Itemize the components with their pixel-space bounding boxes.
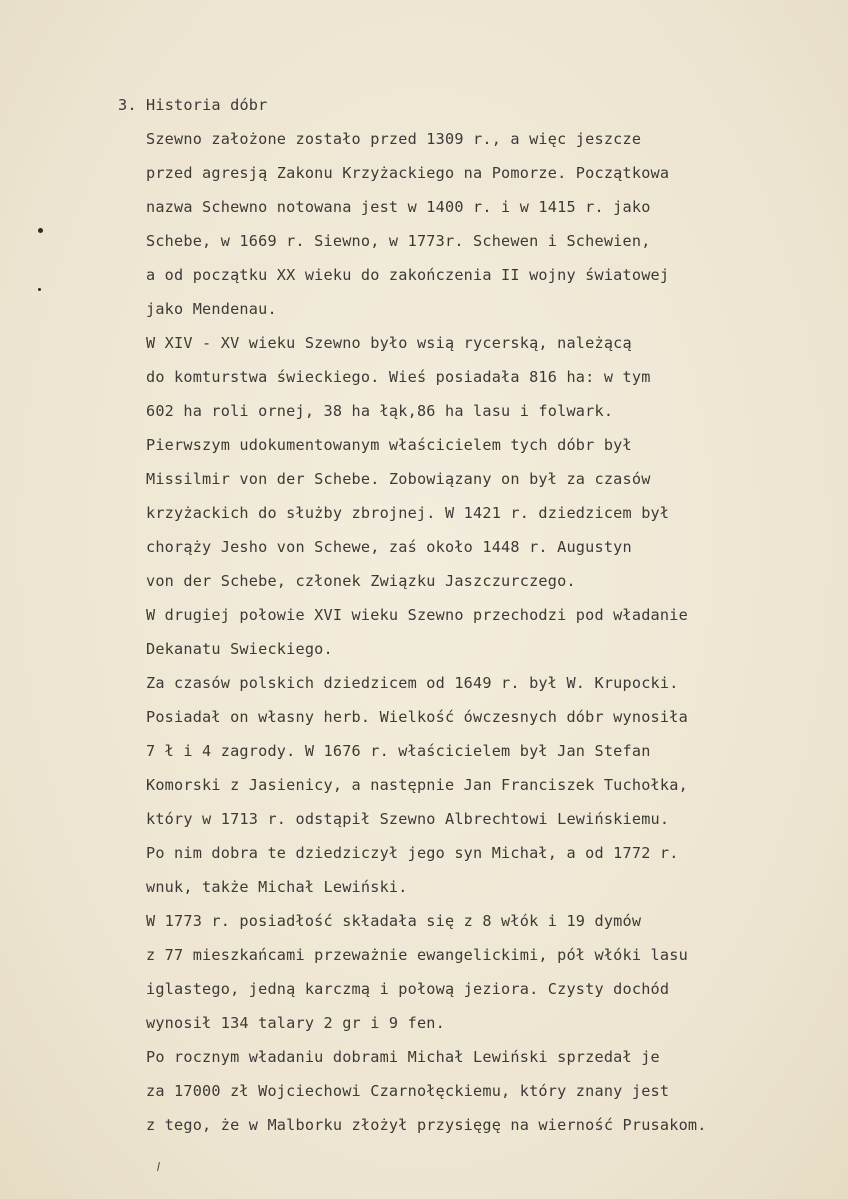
text-line: Pierwszym udokumentowanym właścicielem tych dóbr był [146,436,632,454]
text-line: W 1773 r. posiadłość składała się z 8 włók i 19 dymów [146,912,642,930]
text-line: 602 ha roli ornej, 38 ha łąk,86 ha lasu i folwark. [146,402,614,420]
section-heading: 3. Historia dóbr [118,96,268,114]
text-line: Dekanatu Swieckiego. [146,640,333,658]
text-line: Posiadał on własny herb. Wielkość ówczesnych dóbr wynosiła [146,708,688,726]
text-line: krzyżackich do służby zbrojnej. W 1421 r. dziedzicem był [146,504,670,522]
text-line: iglastego, jedną karczmą i połową jeziora. Czysty dochód [146,980,670,998]
text-line: przed agresją Zakonu Krzyżackiego na Pomorze. Początkowa [146,164,670,182]
text-line: Schebe, w 1669 r. Siewno, w 1773r. Schewen i Schewien, [146,232,651,250]
text-line: Za czasów polskich dziedzicem od 1649 r. był W. Krupocki. [146,674,679,692]
text-line: W XIV - XV wieku Szewno było wsią rycerską, należącą [146,334,632,352]
text-line: za 17000 zł Wojciechowi Czarnołęckiemu, który znany jest [146,1082,670,1100]
typed-text-block [118,88,798,1142]
pencil-tick [157,1162,160,1171]
text-line: który w 1713 r. odstąpił Szewno Albrechtowi Lewińskiemu. [146,810,670,828]
text-line: Po rocznym władaniu dobrami Michał Lewiński sprzedał je [146,1048,660,1066]
text-line: jako Mendenau. [146,300,277,318]
text-line: Missilmir von der Schebe. Zobowiązany on był za czasów [146,470,651,488]
text-line: a od początku XX wieku do zakończenia II wojny światowej [146,266,670,284]
text-line: Po nim dobra te dziedziczył jego syn Michał, a od 1772 r. [146,844,679,862]
text-line: nazwa Schewno notowana jest w 1400 r. i w 1415 r. jako [146,198,651,216]
text-line: 7 ł i 4 zagrody. W 1676 r. właścicielem był Jan Stefan [146,742,651,760]
ink-mark [38,228,43,233]
text-line: wnuk, także Michał Lewiński. [146,878,408,896]
text-line: chorąży Jesho von Schewe, zaś około 1448 r. Augustyn [146,538,632,556]
text-line: wynosił 134 talary 2 gr i 9 fen. [146,1014,445,1032]
text-line: z tego, że w Malborku złożył przysięgę na wierność Prusakom. [146,1116,707,1134]
text-line: do komturstwa świeckiego. Wieś posiadała 816 ha: w tym [146,368,651,386]
text-line: Szewno założone zostało przed 1309 r., a więc jeszcze [146,130,642,148]
text-line: W drugiej połowie XVI wieku Szewno przechodzi pod władanie [146,606,688,624]
ink-mark [38,288,41,291]
text-line: von der Schebe, członek Związku Jaszczurczego. [146,572,576,590]
text-line: Komorski z Jasienicy, a następnie Jan Franciszek Tuchołka, [146,776,688,794]
text-line: z 77 mieszkańcami przeważnie ewangelickimi, pół włóki lasu [146,946,688,964]
